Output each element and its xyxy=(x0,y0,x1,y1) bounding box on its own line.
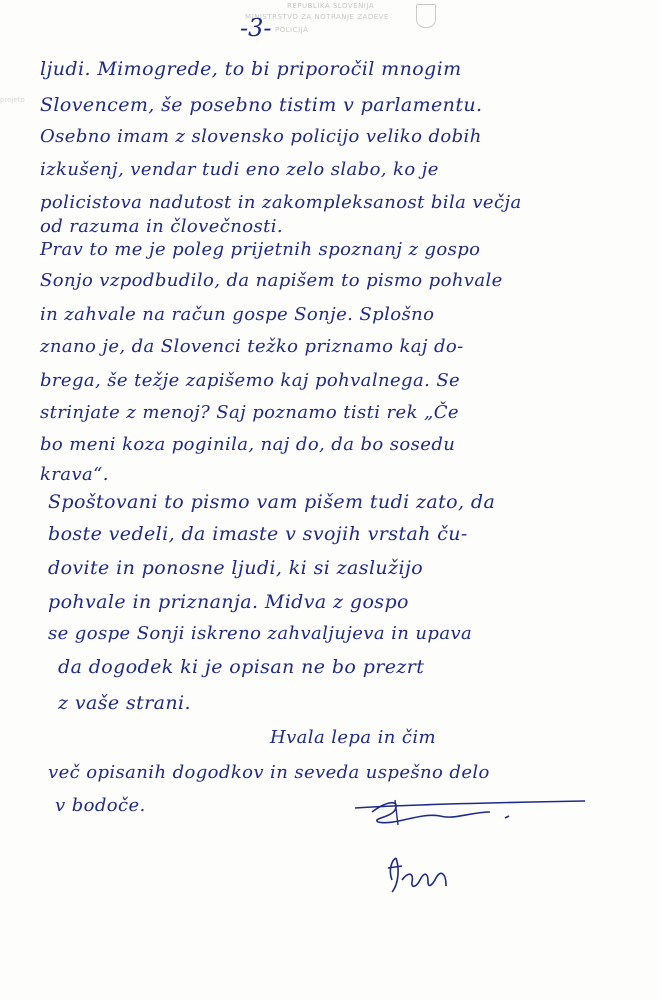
handwritten-line: ljudi. Mimogrede, to bi priporočil mnogim xyxy=(40,58,462,80)
stamp-line-2: MINISTRSTVO ZA NOTRANJE ZADEVE xyxy=(245,13,389,21)
coat-of-arms-icon xyxy=(416,4,436,28)
handwritten-line: boste vedeli, da imaste v svojih vrstah ču- xyxy=(48,523,468,545)
handwritten-line: od razuma in človečnosti. xyxy=(40,216,284,237)
handwritten-line: bo meni koza poginila, naj do, da bo sosedu xyxy=(40,434,456,455)
handwritten-line: dovite in ponosne ljudi, ki si zaslužijo xyxy=(48,557,424,579)
handwritten-line: in zahvale na račun gospe Sonje. Splošno xyxy=(40,304,435,325)
handwritten-line: Sonjo vzpodbudilo, da napišem to pismo pohvale xyxy=(40,270,503,291)
handwritten-line: Hvala lepa in čim xyxy=(270,727,436,748)
handwritten-line: izkušenj, vendar tudi eno zelo slabo, ko je xyxy=(40,159,439,180)
handwritten-line: policistova nadutost in zakompleksanost bila večja xyxy=(40,192,522,213)
handwritten-line: pohvale in priznanja. Midva z gospo xyxy=(48,591,409,613)
handwritten-line: brega, še težje zapišemo kaj pohvalnega. Se xyxy=(40,370,461,391)
handwritten-line: Prav to me je poleg prijetnih spoznanj z gospo xyxy=(40,239,481,260)
handwritten-line: se gospe Sonji iskreno zahvaljujeva in upava xyxy=(48,623,473,644)
handwritten-line: Osebno imam z slovensko policijo veliko dobih xyxy=(40,126,482,147)
handwritten-line: Slovencem, še posebno tistim v parlamentu. xyxy=(40,94,483,116)
handwritten-line: več opisanih dogodkov in seveda uspešno delo xyxy=(48,762,490,783)
faint-receipt-mark: prejeto xyxy=(0,96,25,104)
handwritten-line: Spoštovani to pismo vam pišem tudi zato, da xyxy=(48,491,496,513)
stamp-line-1: REPUBLIKA SLOVENIJA xyxy=(287,2,375,10)
handwritten-line: z vaše strani. xyxy=(58,692,191,714)
stamp-line-3: POLICIJA xyxy=(275,26,309,34)
handwritten-line: strinjate z menoj? Saj poznamo tisti rek „Če xyxy=(40,402,459,423)
handwritten-line: v bodoče. xyxy=(55,795,146,816)
handwritten-line: znano je, da Slovenci težko priznamo kaj do- xyxy=(40,336,464,357)
handwritten-line: da dogodek ki je opisan ne bo prezrt xyxy=(58,656,425,678)
page-number: -3- xyxy=(240,14,272,42)
handwritten-line: krava“. xyxy=(40,464,109,485)
